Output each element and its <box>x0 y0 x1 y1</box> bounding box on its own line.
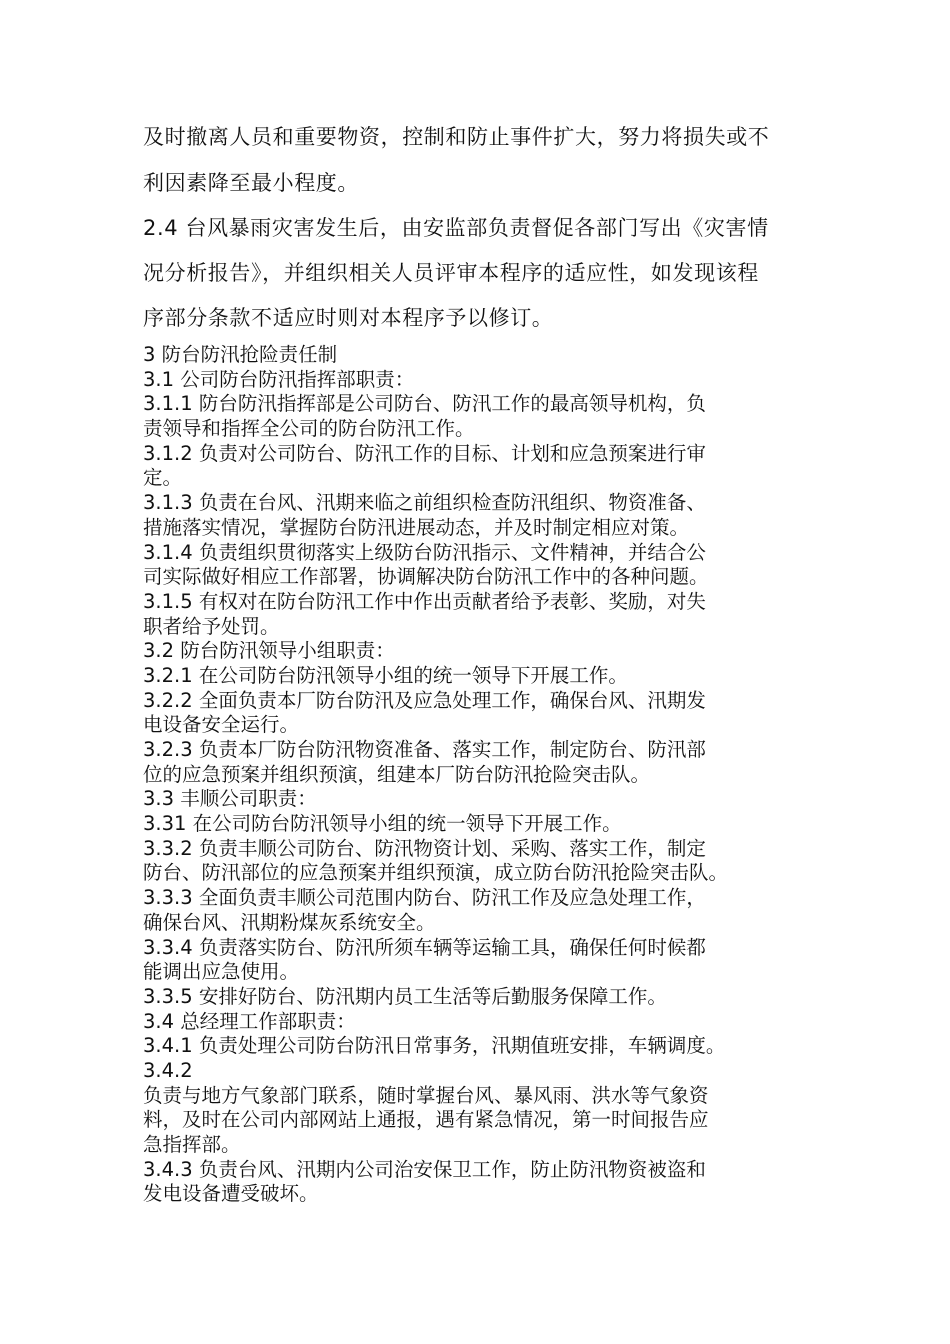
text-line: 3.2.1 在公司防台防汛领导小组的统一领导下开展工作。 <box>143 663 628 687</box>
text-line: 负责与地方气象部门联系，随时掌握台风、暴风雨、洪水等气象资 <box>143 1083 709 1107</box>
subsection-heading: 3.4 总经理工作部职责： <box>143 1009 356 1033</box>
text-line: 确保台风、汛期粉煤灰系统安全。 <box>143 910 436 934</box>
paragraph-line: 2.4 台风暴雨灾害发生后，由安监部负责督促各部门写出《灾害情 <box>143 216 769 240</box>
text-line: 3.3.2 负责丰顺公司防台、防汛物资计划、采购、落实工作，制定 <box>143 836 706 860</box>
text-line: 措施落实情况，掌握防台防汛进展动态，并及时制定相应对策。 <box>143 515 690 539</box>
text-line: 责领导和指挥全公司的防台防汛工作。 <box>143 417 475 441</box>
text-line: 3.3.5 安排好防台、防汛期内员工生活等后勤服务保障工作。 <box>143 984 667 1008</box>
text-line: 防台、防汛部位的应急预案并组织预演，成立防台防汛抢险突击队。 <box>143 861 729 885</box>
subsection-heading: 3.1 公司防台防汛指挥部职责： <box>143 367 415 391</box>
text-line: 3.2.3 负责本厂防台防汛物资准备、落实工作，制定防台、防汛部 <box>143 738 706 761</box>
text-line: 3.3.4 负责落实防台、防汛所须车辆等运输工具，确保任何时候都 <box>143 935 706 959</box>
text-line: 急指挥部。 <box>143 1133 241 1156</box>
subsection-heading: 3.3 丰顺公司职责： <box>143 787 317 811</box>
text-line: 3.3.3 全面负责丰顺公司范围内防台、防汛工作及应急处理工作， <box>143 886 706 910</box>
text-line: 3.1.4 负责组织贯彻落实上级防台防汛指示、文件精神，并结合公 <box>143 540 706 564</box>
paragraph-line: 况分析报告》，并组织相关人员评审本程序的适应性，如发现该程 <box>143 261 759 285</box>
text-line: 3.2.2 全面负责本厂防台防汛及应急处理工作，确保台风、汛期发 <box>143 688 706 712</box>
section-heading: 3 防台防汛抢险责任制 <box>143 343 338 366</box>
text-line: 发电设备遭受破坏。 <box>143 1182 319 1206</box>
text-line: 料，及时在公司内部网站上通报，遇有紧急情况，第一时间报告应 <box>143 1108 709 1132</box>
text-line: 司实际做好相应工作部署，协调解决防台防汛工作中的各种问题。 <box>143 565 709 589</box>
text-line: 电设备安全运行。 <box>143 713 300 737</box>
text-line: 3.1.1 防台防汛指挥部是公司防台、防汛工作的最高领导机构，负 <box>143 392 706 416</box>
text-line: 能调出应急使用。 <box>143 960 300 984</box>
text-line: 3.4.1 负责处理公司防台防汛日常事务，汛期值班安排，车辆调度。 <box>143 1034 726 1058</box>
text-line: 3.4.3 负责台风、汛期内公司治安保卫工作，防止防汛物资被盗和 <box>143 1157 706 1181</box>
paragraph-line: 利因素降至最小程度。 <box>143 171 359 195</box>
responsibility-section <box>143 343 813 1207</box>
paragraph-line: 序部分条款不适应时则对本程序予以修订。 <box>143 306 554 330</box>
text-line: 3.4.2 <box>143 1058 193 1082</box>
text-line: 位的应急预案并组织预演，组建本厂防台防汛抢险突击队。 <box>143 762 651 786</box>
text-line: 3.1.5 有权对在防台防汛工作中作出贡献者给予表彰、奖励，对失 <box>143 589 706 613</box>
paragraph-line: 及时撤离人员和重要物资，控制和防止事件扩大，努力将损失或不 <box>143 125 770 149</box>
text-line: 职者给予处罚。 <box>143 614 280 638</box>
text-line: 3.1.2 负责对公司防台、防汛工作的目标、计划和应急预案进行审 <box>143 441 706 465</box>
subsection-heading: 3.2 防台防汛领导小组职责： <box>143 639 395 663</box>
text-line: 定。 <box>143 466 183 490</box>
text-line: 3.31 在公司防台防汛领导小组的统一领导下开展工作。 <box>143 812 622 836</box>
text-line: 3.1.3 负责在台风、汛期来临之前组织检查防汛组织、物资准备、 <box>143 491 706 515</box>
